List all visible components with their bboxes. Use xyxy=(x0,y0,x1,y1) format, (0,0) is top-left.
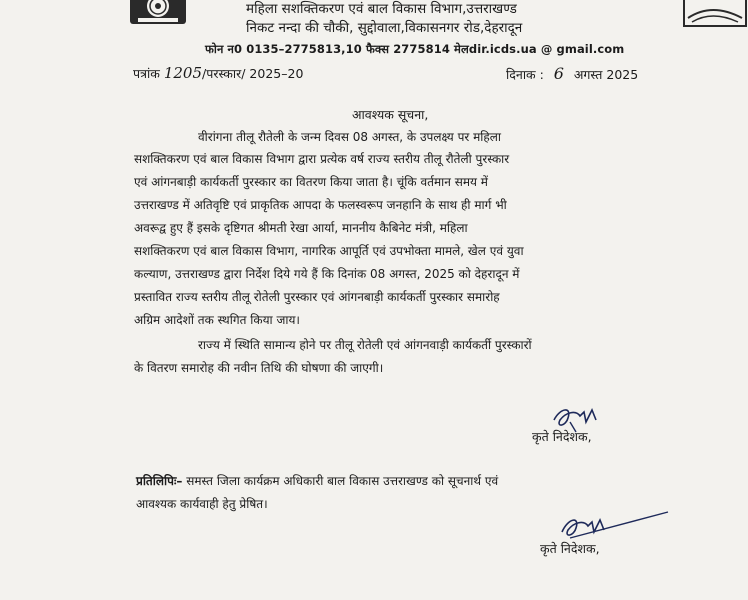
header-department-name: महिला सशक्तिकरण एवं बाल विकास विभाग,उत्तराखण्ड xyxy=(246,1,517,17)
date-label: दिनाक : xyxy=(506,67,544,82)
signature-designation-1: कृते निदेशक, xyxy=(532,429,592,444)
signature-designation-2: कृते निदेशक, xyxy=(540,541,600,556)
reference-handwritten-number: 1205 xyxy=(163,64,203,82)
copy-to-line xyxy=(136,472,498,489)
para1-line: कल्याण, उत्तराखण्ड द्वारा निर्देश दिये गये हैं कि दिनांक 08 अगस्त, 2025 को देहरादून में xyxy=(134,267,520,281)
reference-suffix: /परस्कार/ 2025–20 xyxy=(202,66,304,81)
para1-line: सशक्तिकरण एवं बाल विकास विभाग द्वारा प्रत्येक वर्ष राज्य स्तरीय तीलू रौतेली पुरस्कार xyxy=(134,152,510,166)
para1-line: प्रस्तावित राज्य स्तरीय तीलू रोतेली पुरस्कार एवं आंगनबाड़ी कार्यकर्ती पुरस्कार समारोह xyxy=(134,290,500,304)
copy-text-line2: आवश्यक कार्यवाही हेतु प्रेषित। xyxy=(136,497,268,511)
para1-line: अवरूद्व हुए हैं इसके दृष्टिगत श्रीमती रेखा आर्या, माननीय कैबिनेट मंत्री, महिला xyxy=(134,221,468,235)
para2-line: के वितरण समारोह की नवीन तिथि की घोषणा की जाएगी। xyxy=(134,361,384,375)
department-logo-right xyxy=(682,0,748,30)
para1-line: अग्रिम आदेशों तक स्थगित किया जाय। xyxy=(134,313,300,327)
para2-line: राज्य में स्थिति सामान्य होने पर तीलू रोतेली एवं आंगनवाड़ी कार्यकर्ती पुरस्कारों xyxy=(198,338,532,352)
para1-line: सशक्तिकरण एवं बाल विकास विभाग, नागरिक आपूर्ति एवं उपभोक्ता मामले, खेल एवं युवा xyxy=(134,244,524,258)
notice-title: आवश्यक सूचना, xyxy=(352,107,429,122)
header-contact: फोन न0 0135–2775813,10 फैक्स 2775814 मेलdir.icds.ua @ gmail.com xyxy=(205,42,625,56)
reference-number xyxy=(133,64,303,82)
header-address: निकट नन्दा की चौकी, सुद्दोवाला,विकासनगर रोड,देहरादून xyxy=(246,20,523,36)
reference-prefix: पत्रांक xyxy=(133,66,160,81)
copy-text-line1: समस्त जिला कार्यक्रम अधिकारी बाल विकास उत्तराखण्ड को सूचनार्थ एवं xyxy=(186,474,499,488)
para1-line: उत्तराखण्ड में अतिवृष्टि एवं प्राकृतिक आपदा के फलस्वरूप जनहानि के साथ ही मार्ग भी xyxy=(134,198,507,212)
copy-label: प्रतिलिपिः– xyxy=(136,474,183,488)
letter-date xyxy=(506,64,638,83)
para1-line: एवं आंगनबाड़ी कार्यकर्ती पुरस्कार का वितरण किया जाता है। चूंकि वर्तमान समय में xyxy=(134,175,488,189)
date-day-handwritten: 6 xyxy=(553,64,564,83)
para1-line: वीरांगना तीलू रौतेली के जन्म दिवस 08 अगस्त, के उपलक्ष्य पर महिला xyxy=(198,130,502,144)
emblem-logo-left xyxy=(128,0,188,28)
date-month-year: अगस्त 2025 xyxy=(573,67,639,82)
